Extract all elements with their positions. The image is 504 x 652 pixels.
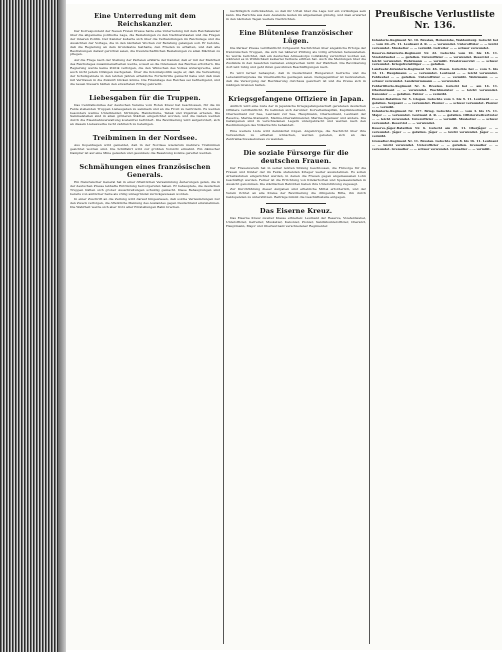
divider (266, 145, 326, 146)
article-paragraph: nachträglich zurückkehren, so daß ihr Urteil über die Lage nur ein vorläufiges sein kann. Die Berichte aus dem Auslande lauten im allgemeinen günstig, und man erwartet in den nächsten Tagen weitere Nachrichten. (226, 10, 366, 21)
column-rule (369, 10, 370, 644)
casualty-entry: Reserve-Jäger-Bataillon Nr. 6. Gefecht am 20. 11. Oberjäger ... — verwundet. Jäger ... — gefallen. Jäger ... — leicht verwundet. Jäger ... — vermißt. (372, 126, 498, 138)
column-rule (223, 10, 224, 644)
article-headline: Das Eiserne Kreuz. (259, 207, 333, 216)
article-headline: Die soziale Fürsorge für die deutschen Frauen. (243, 148, 349, 165)
casualty-entry: Infanterie-Regiment Nr. 157. Brieg. Gefechte bei ... vom 3. bis 15. 11. Major ... — verwundet. Leutnant d. R. ... — gefallen. Offizierstellvertreter ... — leicht verwundet. Unteroffizier ... — vermißt. Musketier ... — schwer verwundet. Reservist ... — verwundet. (372, 109, 498, 126)
casualty-entry: Feldartillerie-Regiment Nr. 6. Breslau. Gefecht bei ... am 14. 11. Oberleutnant ... — verwundet. Wachtmeister ... — leicht verwundet. Kanonier ... — gefallen. Fahrer ... — vermißt. (372, 83, 498, 96)
article-paragraph: Der Korrespondent der Neuen Freien Presse hatte eine Unterredung mit dem Reichskanzler über die allgemeine politische Lage, die Beziehungen zu den Nachbarstaaten und die Fragen der inneren Politik. Der Kanzler äußerte sich über die Verhandlungen im Reichstage und die Aussichten der Vorlage, die in den nächsten Wochen zur Beratung gelangen soll. Er betonte, daß die Regierung an dem Grundsatze festhalte, den Frieden zu erhalten, und daß alle Bestrebungen darauf gerichtet seien, die freundschaftlichen Beziehungen zu allen Mächten zu pflegen. (70, 29, 220, 57)
article-headline: Kriegsgefangene Offiziere in Japan. (228, 94, 364, 103)
article-headline: Eine Unterredung mit dem Reichskanzler. (94, 12, 196, 28)
article-headline: Liebesgaben für die Truppen. (89, 93, 201, 102)
article-headline: Schmähungen eines französischen Generals. (79, 162, 211, 179)
casualty-entry: Infanterie-Regiment Nr. 10. Breslau, Hohenlohe, Waldenburg. Gefecht bei ... vom 20.-25. 11. Leutnant d. R. ... — verwundet. Unteroffizier ... — leicht verwundet. Musketier ... — vermißt. Gefreiter ... — schwer verwundet. (372, 38, 498, 50)
article-paragraph: Das Centralkomitee der deutschen Vereine vom Roten Kreuz hat beschlossen, für die im Felde stehenden Truppen Liebesgaben zu sammeln und an die Front zu befördern. Es werden besonders warme Unterkleider, Strümpfe, Handschuhe, Tabak und Zigarren erbeten. Die Sammelstellen sind in allen größeren Städten eingerichtet worden, und die Gaben werden durch die Eisenbahnverwaltung kostenfrei befördert. Die Bevölkerung wird aufgefordert, sich an diesem Liebeswerke recht zahlreich zu beteiligen. (70, 102, 220, 127)
divider (266, 25, 326, 26)
article-paragraph: Eine weitere Liste wird demnächst folgen. Angehörige, die Nachricht über ihre Verwandten zu erhalten wünschen, werden gebeten, sich an das Zentralnachweisebureau zu wenden. (226, 129, 366, 142)
casualty-entry: Pionier-Bataillon Nr. 5. Glogau. Gefechte vom 1. bis 9. 11. Leutnant ... — gefallen. Sergeant ... — verwundet. Pionier ... — schwer verwundet. Pionier ... — vermißt. (372, 96, 498, 109)
article-paragraph: Der Frauenverein hat in seiner letzten Sitzung beschlossen, die Fürsorge für die Frauen und Kinder der im Felde stehenden Krieger weiter auszudehnen. Es sollen Arbeitsstuben eingerichtet werden, in denen die Frauen gegen angemessenen Lohn beschäftigt werden. Ferner ist die Errichtung von Kinderhorten und Speiseanstalten in Aussicht genommen. Die städtischen Behörden haben ihre Unterstützung zugesagt. (226, 165, 366, 186)
column-middle (226, 10, 366, 644)
article-paragraph: In einer Zuschrift an die Zeitung wird darauf hingewiesen, daß solche Verleumdungen nur den Zweck verfolgen, die öffentliche Meinung des Auslandes gegen Deutschland einzunehmen. Die Wahrheit werde sich aber trotz aller Entstellungen Bahn brechen. (70, 197, 220, 210)
casualty-entry: Landwehr-Infanterie-Regiment Nr. 46. Posen. Gefechte bei ... vom 5. bis 12. 11. Hauptmann ... — verwundet. Leutnant ... — leicht verwundet. Feldwebel ... — gefallen. Unteroffizier ... — vermißt. Wehrmann ... — schwer verwundet. Landsturmmann ... — verwundet. (372, 67, 498, 84)
article-paragraph: Das Eiserne Kreuz zweiter Klasse erhielten: Leutnant der Reserve, Vizefeldwebel, Unteroffizier, Gefreiter, Musketier, Kanonier, Pionier, Sanitätsunteroffizier, Oberarzt, Hauptmann, Major und Oberleutnant verschiedener Regimenter. (226, 216, 366, 228)
binding-shadow (58, 0, 66, 652)
article-headline: Eine Blütenlese französischer Lügen. (239, 28, 353, 45)
article-paragraph: Aus Kopenhagen wird gemeldet, daß in der Nordsee wiederum mehrere Treibminen gesichtet worden sind. Die Schiffahrt wird zur größten Vorsicht ermahnt. Ein dänischer Dampfer ist auf eine Mine gelaufen und gesunken; die Besatzung konnte gerettet werden. (70, 143, 220, 155)
casualty-entry: Grenadier-Regiment Nr. 11. Breslau. Gefechte vom 8. bis 16. 11. Leutnant ... — leicht verwundet. Unteroffizier ... — gefallen. Grenadier ... — verwundet. Grenadier ... — schwer verwundet. Grenadier ... — vermißt. (372, 138, 498, 151)
column-left (70, 10, 220, 644)
column-right (372, 10, 498, 644)
newspaper-page (66, 4, 502, 650)
divider (110, 130, 180, 131)
article-paragraph: Zur Durchführung dieser Aufgaben sind erhebliche Mittel erforderlich, und der Verein richtet an alle Kreise der Bevölkerung die dringende Bitte, ihn durch Geldspenden zu unterstützen. Beiträge nimmt die Geschäftsstelle entgegen. (226, 187, 366, 200)
divider (388, 35, 482, 36)
article-paragraph: Auf die Frage nach der Stellung der Parteien erklärte der Kanzler, daß er mit der Mehrheit des Reichstages zusammenarbeiten werde, soweit es die Interessen des Reiches erfordern. Die Regierung werde keine Politik verfolgen, die den Wünschen des Volkes widerspreche, aber auch nicht jedem Drängen nachgeben. Über die Kolonialpolitik sagte er, daß die Verwaltung der Schutzgebiete in den letzten Jahren erhebliche Fortschritte gemacht habe und daß man mit Vertrauen in die Zukunft blicken könne. Die Finanzlage des Reiches sei befriedigend, und die neuen Steuern hätten den erwarteten Ertrag gebracht. (70, 58, 220, 86)
casualty-entry: Reserve-Infanterie-Regiment Nr. 22. Gefechte vom 10. bis 18. 11. Vizefeldwebel ... — gefallen. Unteroffizier ... — verwundet. Reservist ... — leicht verwundet. Wehrmann ... — vermißt. Ersatzreservist ... — schwer verwundet. Kriegsfreiwilliger ... — gefallen. (372, 50, 498, 67)
divider (266, 203, 326, 204)
article-paragraph: Ein französischer General hat in einer öffentlichen Versammlung Äußerungen getan, die in der deutschen Presse lebhafte Entrüstung hervorgerufen haben. Er behauptete, die deutschen Truppen hätten sich grober Ausschreitungen schuldig gemacht. Diese Behauptungen sind bereits von amtlicher Seite als völlig unbegründet zurückgewiesen worden. (70, 179, 220, 196)
casualty-list-headline: Preußische Verlustliste Nr. 136. (375, 10, 495, 31)
article-headline: Treibminen in der Nordsee. (92, 134, 198, 143)
article-paragraph: Die Pariser Presse veröffentlicht fortgesetzt Nachrichten über angebliche Erfolge der französischen Truppen, die sich bei näherer Prüfung als völlig erfunden herausstellen. So wurde berichtet, daß ein deutsches Armeekorps vollständig vernichtet worden sei, während es in Wirklichkeit keinerlei Verluste erlitten hat. Auch die Meldungen über die Zustände in den besetzten Gebieten entsprechen nicht der Wahrheit. Die Bevölkerung dort lebt ruhig und geht ihren gewohnten Beschäftigungen nach. (226, 45, 366, 70)
book-binding-edge (0, 0, 58, 652)
article-paragraph: Amtlich wird eine Liste der in japanische Kriegsgefangenschaft geratenen deutschen Offiziere veröffentlicht. Es befinden sich darunter: Korvettenkapitän, Kapitänleutnant, Oberleutnant zur See, Leutnant zur See, Hauptmann, Oberleutnant, Leutnant der Reserve, Marine-Stabsarzt, Marine-Oberzahlmeister, Marine-Ingenieur und andere. Die Gefangenen sind in verschiedenen Lagern untergebracht und werden nach den Bestimmungen des Völkerrechts behandelt. (226, 103, 366, 128)
divider (266, 91, 326, 92)
divider (110, 90, 180, 91)
divider (110, 159, 180, 160)
article-paragraph: Es wird ferner behauptet, daß in Deutschland Hungersnot herrsche und die Lebensmittelpreise ins Unermeßliche gestiegen seien. Demgegenüber ist festzustellen, daß die Versorgung der Bevölkerung durchaus gesichert ist und die Preise sich in mäßigen Grenzen halten. (226, 71, 366, 87)
